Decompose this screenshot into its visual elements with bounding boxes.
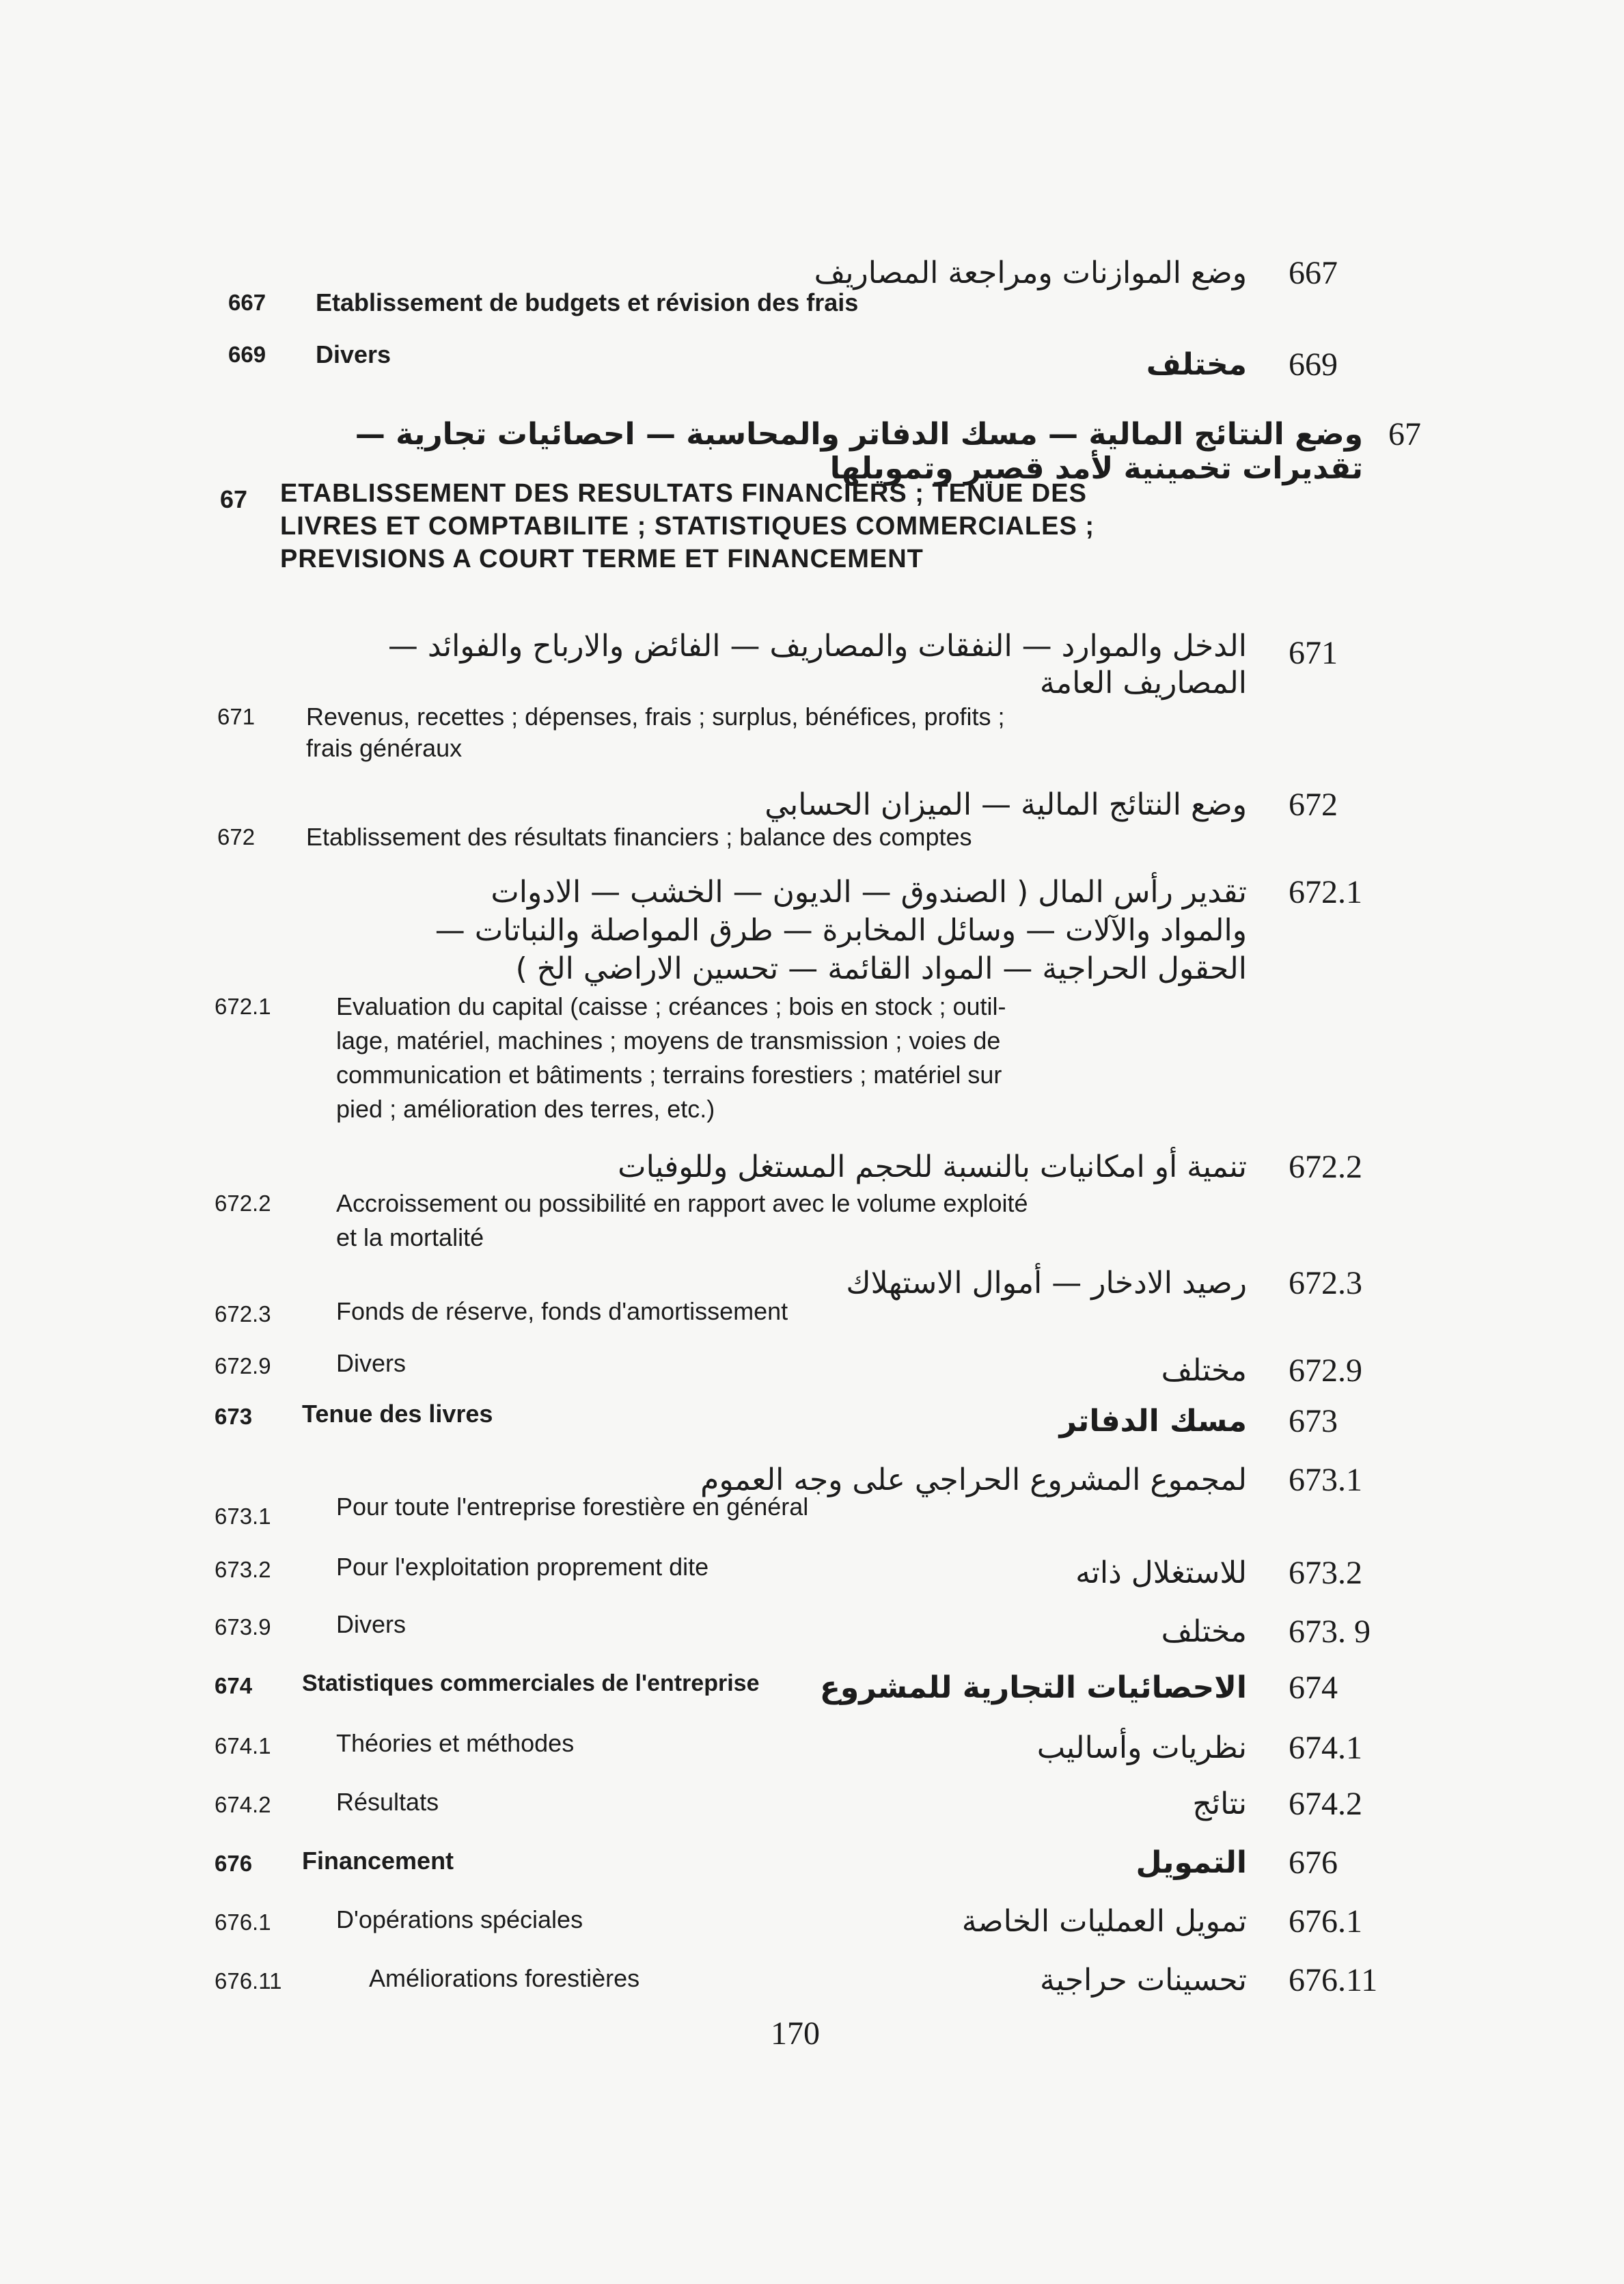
entry-667-number: 667 <box>228 290 266 315</box>
entry-669-arabic: مختلف <box>1146 347 1247 382</box>
entry-671-french-line1: Revenus, recettes ; dépenses, frais ; surplus, bénéfices, profits ; <box>306 703 1005 731</box>
entry-672-1-arabic-line1: تقدير رأس المال ( الصندوق — الديون — الخشب — الادوات <box>491 875 1247 910</box>
entry-673-1-number: 673.1 <box>215 1504 271 1529</box>
entry-676-1-french: D'opérations spéciales <box>336 1905 583 1933</box>
entry-674-2-arabic-number: 674.2 <box>1289 1786 1362 1822</box>
entry-672-1-arabic-line3: الحقول الحراجية — المواد القائمة — تحسين الاراضي الخ ) <box>515 951 1247 986</box>
entry-672-french: Etablissement des résultats financiers ; balance des comptes <box>306 823 972 851</box>
entry-672-arabic: وضع النتائج المالية — الميزان الحسابي <box>765 787 1247 822</box>
entry-673-2-number: 673.2 <box>215 1557 271 1582</box>
entry-676-1-number: 676.1 <box>215 1909 271 1935</box>
entry-672-3-arabic: رصيد الادخار — أموال الاستهلاك <box>846 1266 1247 1301</box>
entry-673-french: Tenue des livres <box>302 1400 493 1428</box>
entry-672-1-french-line2: lage, matériel, machines ; moyens de transmission ; voies de <box>336 1027 1001 1055</box>
entry-673-arabic: مسك الدفاتر <box>1059 1404 1247 1439</box>
entry-673-9-arabic: مختلف <box>1161 1614 1247 1649</box>
entry-67-arabic-number: 67 <box>1388 416 1421 452</box>
entry-672-3-arabic-number: 672.3 <box>1289 1265 1362 1301</box>
entry-672-number: 672 <box>217 824 256 849</box>
entry-673-2-french: Pour l'exploitation proprement dite <box>336 1553 709 1581</box>
entry-672-2-french-line2: et la mortalité <box>336 1223 484 1251</box>
entry-672-3-number: 672.3 <box>215 1301 271 1327</box>
entry-67-arabic-line1: وضع النتائج المالية — مسك الدفاتر والمحاسبة — احصائيات تجارية — <box>355 417 1363 452</box>
entry-667-french: Etablissement de budgets et révision des frais <box>316 288 859 316</box>
entry-676-arabic: التمويل <box>1136 1845 1247 1880</box>
entry-673-9-number: 673.9 <box>215 1614 271 1640</box>
entry-676-french: Financement <box>302 1847 454 1875</box>
entry-672-2-arabic: تنمية أو امكانيات بالنسبة للحجم المستغل وللوفيات <box>618 1150 1247 1184</box>
entry-673-number: 673 <box>215 1404 253 1429</box>
page-number: 170 <box>771 2015 820 2052</box>
entry-672-9-number: 672.9 <box>215 1353 271 1378</box>
entry-673-1-arabic-number: 673.1 <box>1289 1462 1362 1498</box>
entry-674-number: 674 <box>215 1673 253 1698</box>
entry-673-2-arabic-number: 673.2 <box>1289 1555 1362 1591</box>
entry-673-1-french: Pour toute l'entreprise forestière en général <box>336 1493 809 1521</box>
entry-674-arabic: الاحصائيات التجارية للمشروع <box>819 1670 1247 1705</box>
entry-671-arabic-number: 671 <box>1289 635 1338 671</box>
entry-674-1-number: 674.1 <box>215 1733 271 1758</box>
entry-673-2-arabic: للاستغلال ذاته <box>1075 1555 1247 1590</box>
entry-672-1-french-line3: communication et bâtiments ; terrains forestiers ; matériel sur <box>336 1061 1002 1089</box>
entry-672-1-arabic-line2: والمواد والآلات — وسائل المخابرة — طرق المواصلة والنباتات — <box>435 913 1247 948</box>
entry-674-french: Statistiques commerciales de l'entreprise <box>302 1670 760 1696</box>
entry-676-11-number: 676.11 <box>215 1968 282 1994</box>
entry-672-9-arabic-number: 672.9 <box>1289 1352 1362 1389</box>
entry-676-arabic-number: 676 <box>1289 1845 1338 1881</box>
entry-671-french-line2: frais généraux <box>306 734 463 762</box>
entry-674-arabic-number: 674 <box>1289 1670 1338 1706</box>
entry-671-arabic-line1: الدخل والموارد — النفقات والمصاريف — الفائض والارباح والفوائد — <box>387 629 1247 664</box>
entry-672-1-french-line1: Evaluation du capital (caisse ; créances ; bois en stock ; outil- <box>336 992 1006 1020</box>
entry-67-heading <box>280 477 1182 575</box>
entry-671-number: 671 <box>217 704 256 729</box>
entry-672-2-arabic-number: 672.2 <box>1289 1149 1362 1185</box>
entry-674-1-arabic: نظريات وأساليب <box>1036 1730 1247 1765</box>
entry-673-9-arabic-number: 673. 9 <box>1289 1614 1371 1650</box>
entry-674-2-number: 674.2 <box>215 1792 271 1817</box>
entry-669-number: 669 <box>228 342 266 367</box>
entry-676-1-arabic-number: 676.1 <box>1289 1903 1362 1940</box>
entry-676-1-arabic: تمويل العمليات الخاصة <box>961 1904 1247 1939</box>
entry-672-arabic-number: 672 <box>1289 787 1338 823</box>
entry-667-arabic: وضع الموازنات ومراجعة المصاريف <box>814 256 1247 290</box>
entry-672-9-arabic: مختلف <box>1161 1353 1247 1388</box>
entry-673-9-french: Divers <box>336 1610 407 1638</box>
entry-674-1-arabic-number: 674.1 <box>1289 1730 1362 1766</box>
entry-672-3-french: Fonds de réserve, fonds d'amortissement <box>336 1297 788 1325</box>
entry-674-2-french: Résultats <box>336 1788 439 1816</box>
entry-674-1-french: Théories et méthodes <box>336 1729 575 1757</box>
entry-676-11-arabic: تحسينات حراجية <box>1039 1963 1247 1998</box>
entry-672-2-french-line1: Accroissement ou possibilité en rapport avec le volume exploité <box>336 1189 1028 1217</box>
entry-67-heading-line2: LIVRES ET COMPTABILITE ; STATISTIQUES COMMERCIALES ; <box>280 512 1095 541</box>
entry-67-heading-line3: PREVISIONS A COURT TERME ET FINANCEMENT <box>280 545 924 573</box>
entry-669-arabic-number: 669 <box>1289 346 1338 383</box>
entry-67-heading-line1: ETABLISSEMENT DES RESULTATS FINANCIERS ; TENUE DES <box>280 479 1087 508</box>
entry-672-9-french: Divers <box>336 1349 407 1377</box>
entry-676-11-french: Améliorations forestières <box>369 1964 640 1992</box>
entry-676-11-arabic-number: 676.11 <box>1289 1962 1378 1998</box>
entry-67-number: 67 <box>220 485 248 513</box>
entry-672-1-number: 672.1 <box>215 994 271 1019</box>
entry-671-arabic-line2: المصاريف العامة <box>1039 666 1247 701</box>
entry-673-1-arabic: لمجموع المشروع الحراجي على وجه العموم <box>700 1463 1247 1497</box>
entry-672-2-number: 672.2 <box>215 1191 271 1216</box>
entry-67-arabic-line2: تقديرات تخمينية لأمد قصير وتمويلها <box>829 451 1363 486</box>
entry-674-2-arabic: نتائج <box>1192 1786 1247 1821</box>
entry-672-1-arabic-number: 672.1 <box>1289 874 1362 910</box>
entry-672-1-french-line4: pied ; amélioration des terres, etc.) <box>336 1095 715 1123</box>
entry-673-arabic-number: 673 <box>1289 1403 1338 1439</box>
entry-669-french: Divers <box>316 340 391 368</box>
entry-667-arabic-number: 667 <box>1289 255 1338 291</box>
entry-676-number: 676 <box>215 1851 253 1876</box>
